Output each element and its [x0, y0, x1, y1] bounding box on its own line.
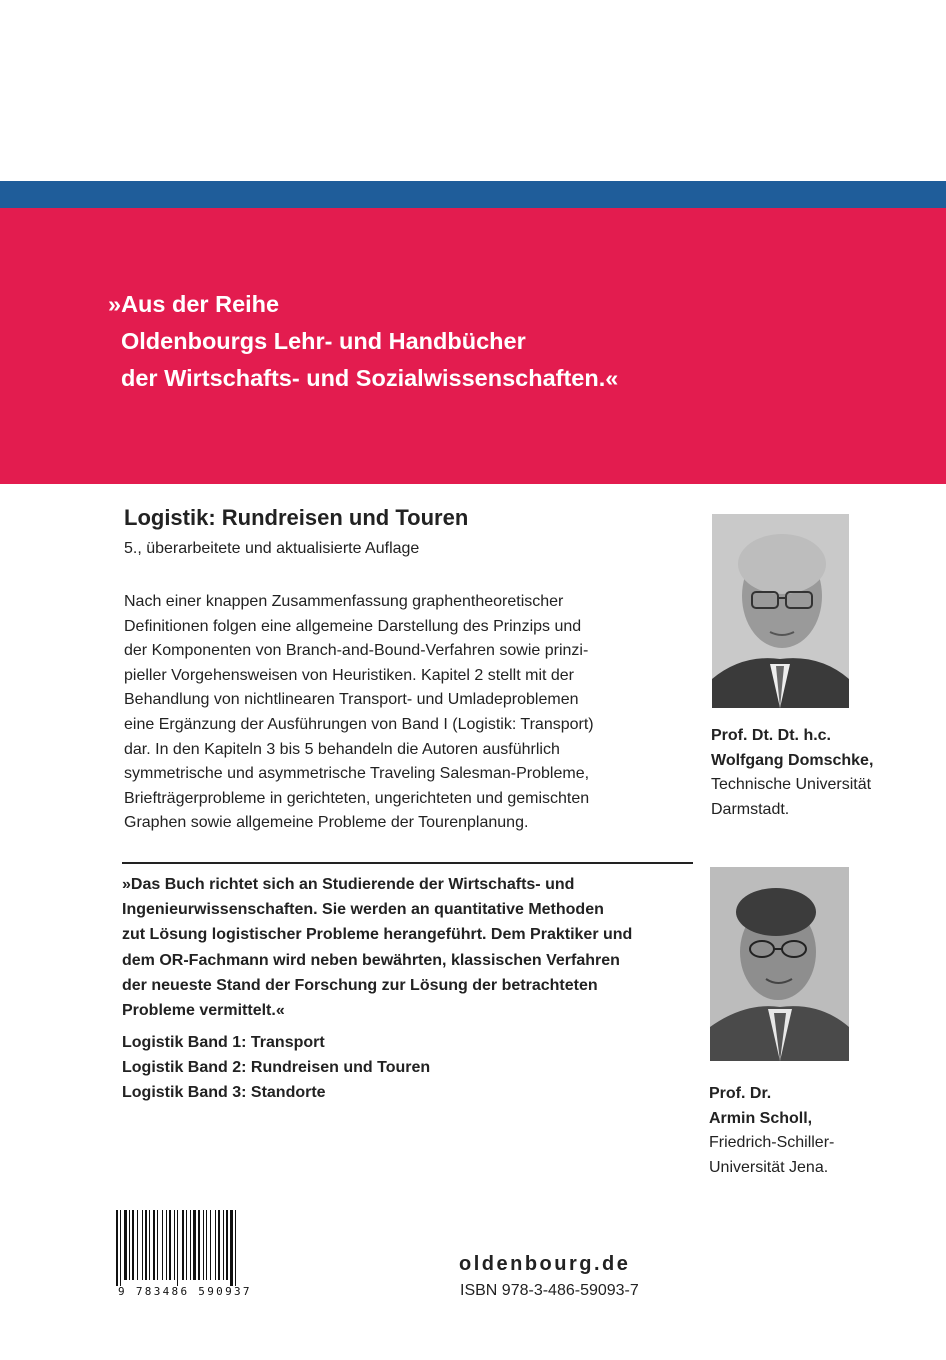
barcode-icon	[114, 1210, 294, 1288]
series-line-1: »Aus der Reihe	[108, 291, 280, 317]
barcode-bar	[203, 1210, 204, 1280]
author-affiliation: Friedrich-Schiller-	[709, 1134, 835, 1151]
barcode-bar	[169, 1210, 171, 1280]
description-line: Nach einer knappen Zusammenfassung graphentheoretischer	[124, 593, 564, 610]
series-text	[108, 286, 618, 397]
barcode-bar	[235, 1210, 236, 1286]
barcode-bar	[162, 1210, 163, 1280]
barcode-bar	[166, 1210, 167, 1280]
barcode-bar	[116, 1210, 118, 1286]
barcode-bar	[218, 1210, 220, 1280]
description-line: der Komponenten von Branch-and-Bound-Verfahren sowie prinzi-	[124, 642, 589, 660]
barcode-bar	[198, 1210, 200, 1280]
quote-line: »Das Buch richtet sich an Studierende der Wirtschafts- und	[122, 876, 575, 893]
top-blue-band	[0, 181, 946, 208]
barcode-bar	[226, 1210, 228, 1280]
quote-line: der neueste Stand der Forschung zur Lösung der betrachteten	[122, 976, 598, 994]
barcode-bar	[182, 1210, 184, 1280]
volume-item: Logistik Band 3: Standorte	[122, 1084, 326, 1102]
barcode-bar	[215, 1210, 216, 1280]
author-domschke	[711, 724, 873, 822]
barcode-bar	[124, 1210, 127, 1280]
barcode-bar	[142, 1210, 143, 1280]
barcode-bar	[177, 1210, 178, 1286]
author-name: Wolfgang Domschke,	[711, 751, 874, 769]
volume-item: Logistik Band 1: Transport	[122, 1034, 325, 1051]
barcode-bar	[186, 1210, 187, 1280]
barcode-digits: 9 783486 590937	[118, 1285, 252, 1298]
description-line: symmetrische und asymmetrische Traveling Salesman-Probleme,	[124, 765, 590, 783]
barcode-bar	[223, 1210, 224, 1280]
author-name: Armin Scholl,	[709, 1109, 813, 1127]
quote-line: Probleme vermittelt.«	[122, 1002, 285, 1020]
portrait-icon	[712, 514, 849, 708]
description-line: Behandlung von nichtlinearen Transport- und Umladeproblemen	[124, 691, 579, 709]
barcode-bar	[129, 1210, 130, 1280]
barcode-bar	[206, 1210, 207, 1280]
barcode-bar	[120, 1210, 121, 1286]
barcode-bar	[145, 1210, 147, 1280]
description-line: Briefträgerprobleme in gerichteten, ungerichteten und gemischten	[124, 789, 590, 807]
series-line-2: Oldenbourgs Lehr- und Handbücher	[121, 328, 526, 354]
series-line-3: der Wirtschafts- und Sozialwissenschaften.«	[121, 365, 619, 391]
book-edition: 5., überarbeitete und aktualisierte Auflage	[124, 540, 420, 557]
barcode-bar	[157, 1210, 158, 1280]
quote-line: zut Lösung logistischer Probleme herangeführt. Dem Praktiker und	[122, 926, 633, 944]
author-affiliation: Darmstadt.	[711, 800, 790, 818]
description-line: eine Ergänzung der Ausführungen von Band I (Logistik: Transport)	[124, 715, 594, 733]
author-affiliation: Universität Jena.	[709, 1158, 829, 1176]
quote-line: Ingenieurwissenschaften. Sie werden an quantitative Methoden	[122, 901, 604, 919]
author-photo-scholl	[710, 867, 849, 1061]
description-line: Graphen sowie allgemeine Probleme der Tourenplanung.	[124, 814, 529, 832]
barcode-bar	[230, 1210, 233, 1286]
barcode-bar	[174, 1210, 175, 1280]
description-line: Definitionen folgen eine allgemeine Darstellung des Prinzips und	[124, 617, 582, 635]
portrait-icon	[710, 867, 849, 1061]
quote-line: dem OR-Fachmann wird neben bewährten, klassischen Verfahren	[122, 951, 620, 969]
barcode-bar	[193, 1210, 196, 1280]
barcode-bar	[149, 1210, 150, 1280]
author-scholl	[709, 1082, 834, 1180]
barcode-bar	[153, 1210, 155, 1280]
volume-item: Logistik Band 2: Rundreisen und Touren	[122, 1059, 431, 1077]
book-title: Logistik: Rundreisen und Touren	[124, 505, 469, 530]
description-line: pieller Vorgehensweisen von Heuristiken. Kapitel 2 stellt mit der	[124, 666, 575, 684]
barcode-bar	[137, 1210, 138, 1280]
author-photo-domschke	[712, 514, 849, 708]
publisher-website: oldenbourg.de	[459, 1253, 631, 1275]
series-volumes	[122, 1030, 430, 1106]
quote-divider	[122, 862, 693, 864]
author-affiliation: Technische Universität	[711, 776, 872, 793]
author-title: Prof. Dr.	[709, 1085, 772, 1102]
description-line: dar. In den Kapiteln 3 bis 5 behandeln die Autoren ausführlich	[124, 740, 560, 758]
book-description	[124, 590, 684, 836]
review-quote	[122, 872, 632, 1023]
isbn-number: ISBN 978-3-486-59093-7	[460, 1282, 639, 1299]
barcode-bar	[210, 1210, 211, 1280]
barcode-bar	[132, 1210, 134, 1280]
barcode-bar	[190, 1210, 191, 1280]
author-title: Prof. Dt. Dt. h.c.	[711, 727, 831, 744]
